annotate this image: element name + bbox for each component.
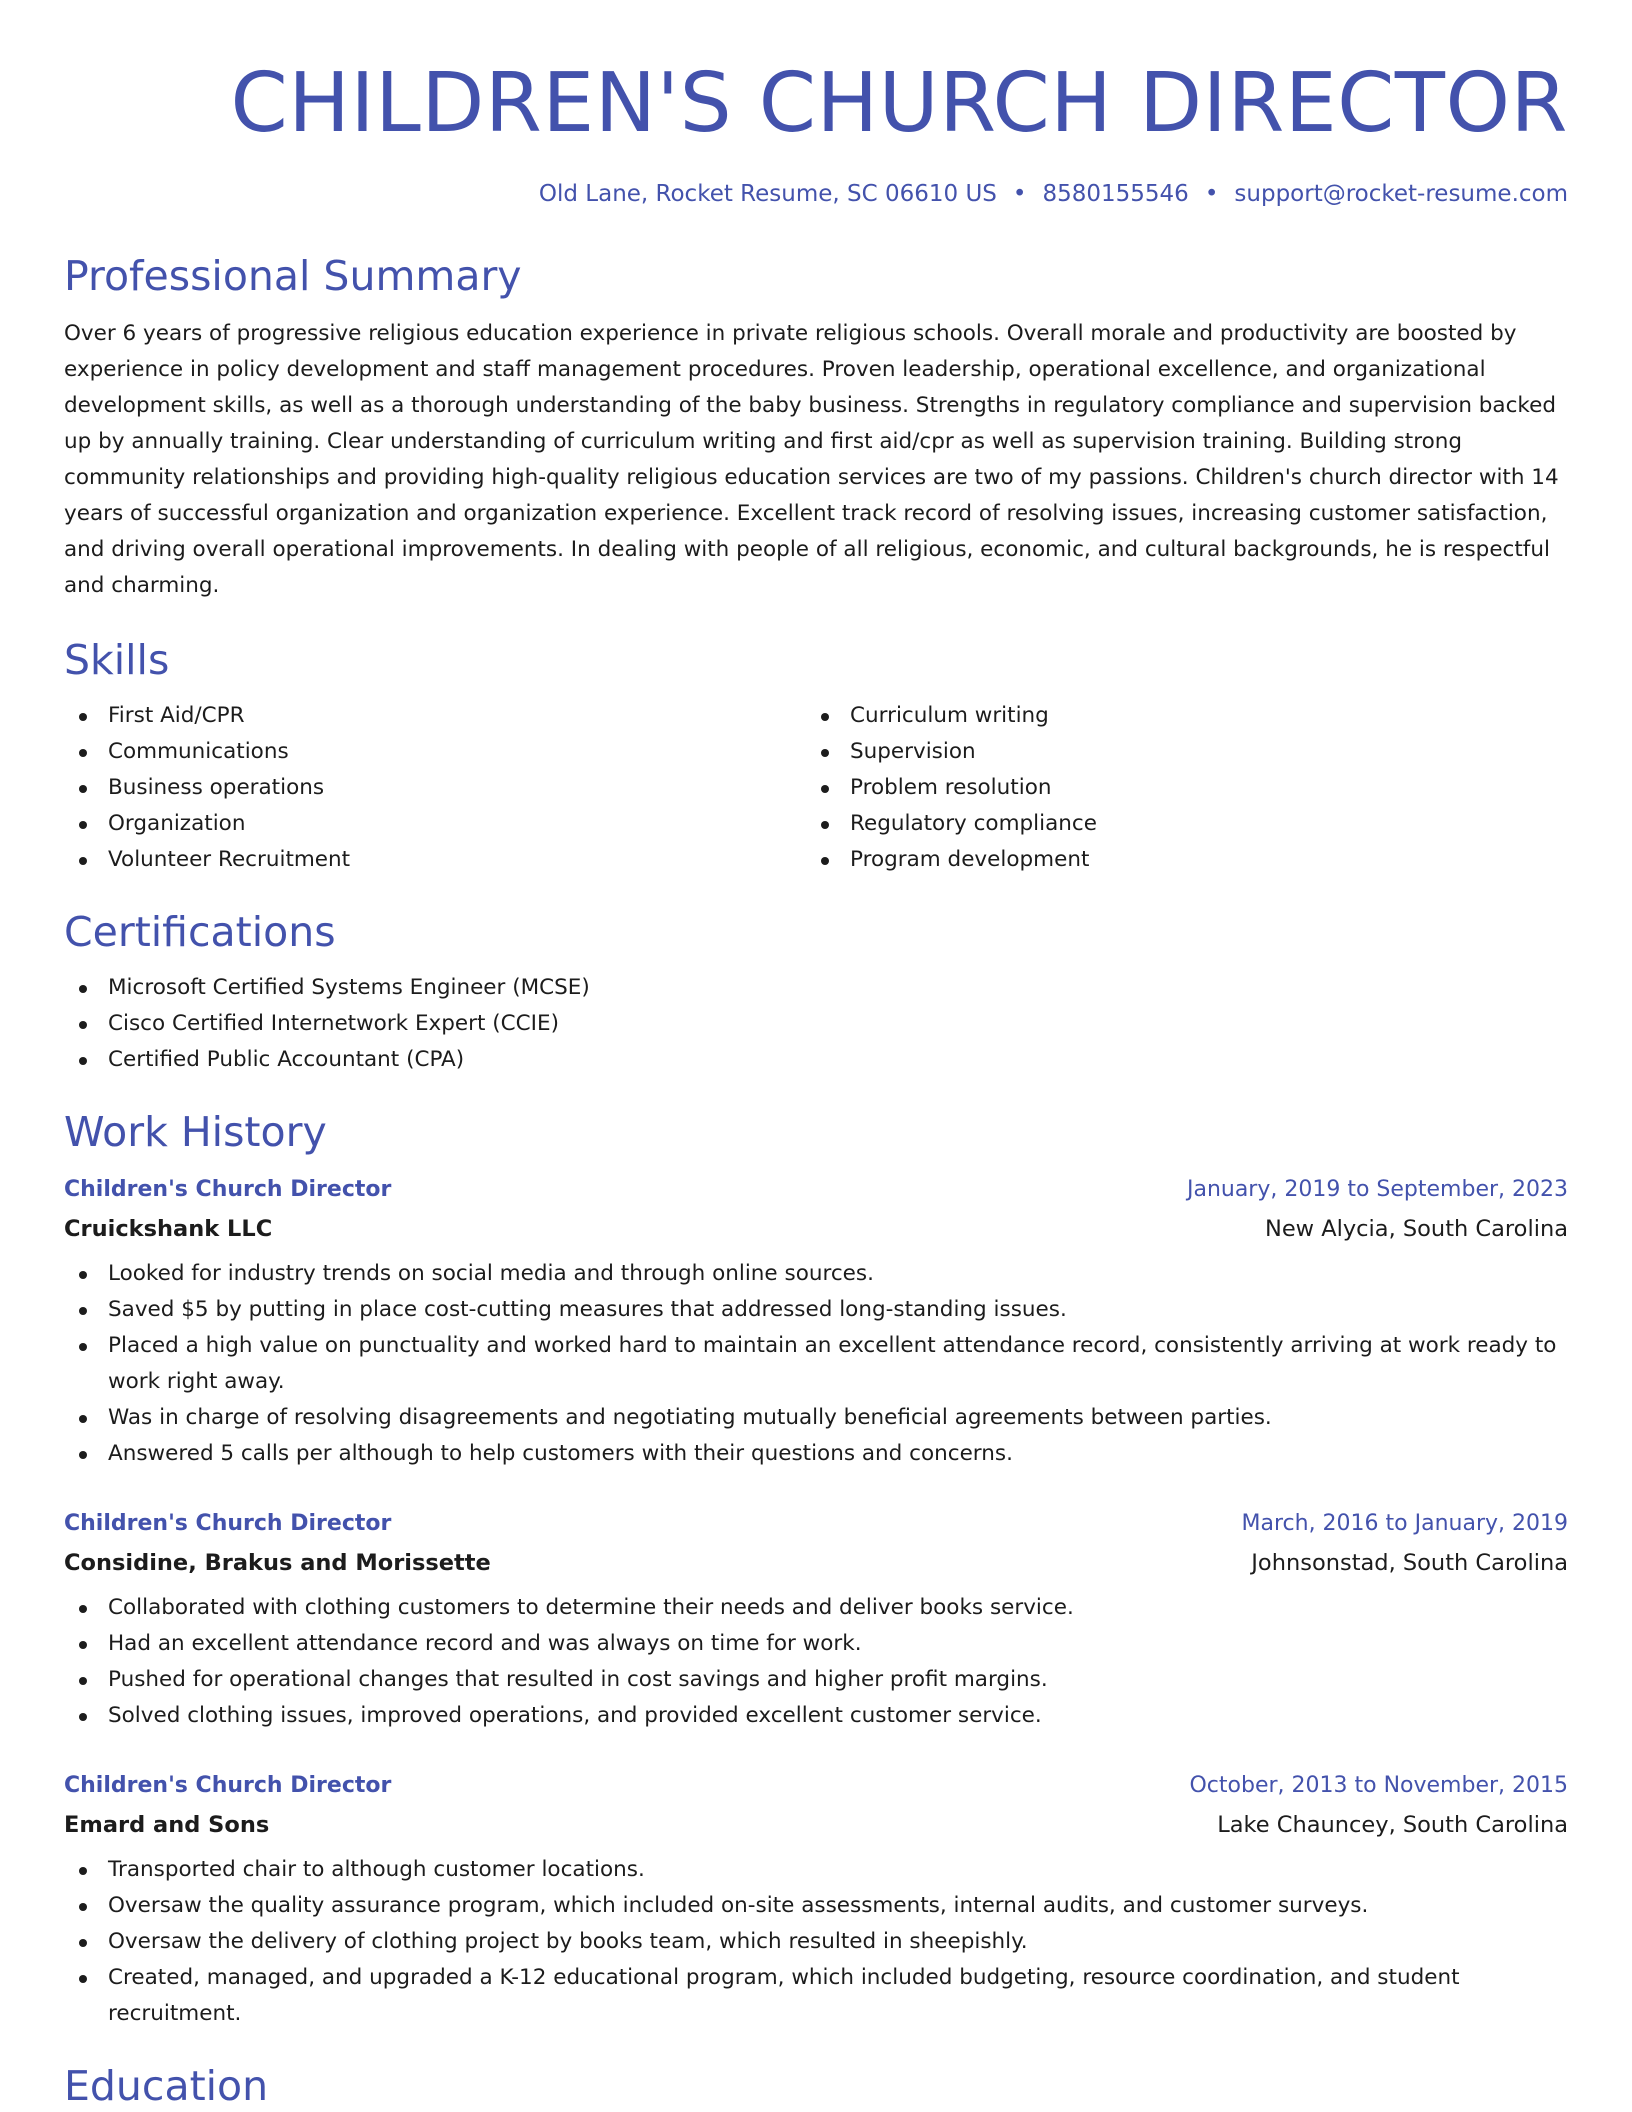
- job-bullet: [64, 1590, 1568, 1626]
- job-bullet: [64, 1662, 1568, 1698]
- job-bullet: [64, 1256, 1568, 1292]
- skill-item: [64, 842, 806, 878]
- contact-email[interactable]: support@rocket-resume.com: [1234, 181, 1568, 207]
- job-bullet-text: Pushed for operational changes that resulted in cost savings and higher profit margins.: [108, 1667, 1048, 1692]
- skills-section: [64, 634, 1568, 878]
- contact-line: [64, 178, 1568, 210]
- job-title: Children's Church Director: [64, 1177, 392, 1202]
- skill-text: Business operations: [108, 775, 325, 800]
- bullet-dot: [821, 713, 829, 721]
- job-company-row: [64, 1542, 1568, 1584]
- summary-text: Over 6 years of progressive religious education experience in private religious schools. Overall morale and productivity are boosted by experience in policy development and staff management procedures. Proven leadership, operational excellence, and organizational development skills, as well as a thorough understanding of the baby business. Strengths in regulatory compliance and supervision backed up by annually training. Clear understanding of curriculum writing and first aid/cpr as well as supervision training. Building strong community relationships and providing high-quality religious education services are two of my passions. Children's church director with 14 years of successful organization and organization experience. Excellent track record of resolving issues, increasing customer satisfaction, and driving overall operational improvements. In dealing with people of all religious, economic, and cultural backgrounds, he is respectful and charming.: [64, 321, 1559, 598]
- job-bullets: [64, 1590, 1568, 1734]
- job-dates: March, 2016 to January, 2019: [1241, 1511, 1568, 1536]
- job-title: Children's Church Director: [64, 1773, 392, 1798]
- resume-page: [64, 0, 1568, 2112]
- skill-text: First Aid/CPR: [108, 703, 245, 728]
- job-bullet-text: Transported chair to although customer locations.: [108, 1857, 645, 1882]
- contact-phone: 8580155546: [1042, 181, 1189, 207]
- skill-item: [806, 842, 1548, 878]
- skill-text: Problem resolution: [850, 775, 1052, 800]
- skills-list-left: [64, 698, 806, 878]
- job-bullet-text: Had an excellent attendance record and was always on time for work.: [108, 1631, 862, 1656]
- certifications-list: [64, 970, 1568, 1078]
- job-bullet-text: Oversaw the delivery of clothing project by books team, which resulted in sheepishly.: [108, 1929, 1028, 1954]
- certification-item: [64, 1042, 1568, 1078]
- job-title-row: [64, 1172, 1568, 1208]
- education-section: [64, 2060, 1568, 2112]
- skill-text: Communications: [108, 739, 289, 764]
- work-history-section: [64, 1106, 1568, 2032]
- skill-item: [806, 698, 1548, 734]
- certification-item: [64, 1006, 1568, 1042]
- bullet-dot: [79, 1415, 87, 1423]
- skill-text: Regulatory compliance: [850, 811, 1097, 836]
- job-location: Lake Chauncey, South Carolina: [1217, 1812, 1568, 1838]
- job-bullet-text: Looked for industry trends on social media and through online sources.: [108, 1261, 874, 1286]
- bullet-dot: [821, 857, 829, 865]
- section-heading: Education: [64, 2062, 269, 2110]
- job-location: Johnsonstad, South Carolina: [1251, 1550, 1568, 1576]
- bullet-dot: [79, 1975, 87, 1983]
- job-bullet-text: Oversaw the quality assurance program, which included on-site assessments, internal audits, and customer surveys.: [108, 1893, 1369, 1918]
- bullet-dot: [79, 785, 87, 793]
- bullet-dot: [79, 1451, 87, 1459]
- bullet-dot: [79, 713, 87, 721]
- skill-item: [806, 806, 1548, 842]
- skills-columns: [64, 698, 1568, 878]
- professional-summary-section: [64, 250, 1568, 604]
- bullet-dot: [79, 1713, 87, 1721]
- bullet-dot: [79, 1271, 87, 1279]
- bullet-dot: [79, 821, 87, 829]
- certification-item: [64, 970, 1568, 1006]
- contact-separator: •: [1012, 181, 1027, 207]
- section-heading: Skills: [64, 636, 170, 684]
- job-bullet: [64, 1924, 1568, 1960]
- job-bullet: [64, 1888, 1568, 1924]
- job-title-row: [64, 1768, 1568, 1804]
- job-title: Children's Church Director: [64, 1511, 392, 1536]
- bullet-dot: [821, 749, 829, 757]
- skill-text: Organization: [108, 811, 246, 836]
- job-company: Considine, Brakus and Morissette: [64, 1550, 491, 1576]
- certification-text: Microsoft Certified Systems Engineer (MCSE): [108, 975, 590, 1000]
- job-company: Emard and Sons: [64, 1812, 270, 1838]
- job-bullet: [64, 1400, 1568, 1436]
- bullet-dot: [79, 1867, 87, 1875]
- bullet-dot: [79, 1343, 87, 1351]
- bullet-dot: [79, 1641, 87, 1649]
- skills-list-right: [806, 698, 1548, 878]
- skill-item: [64, 698, 806, 734]
- job-bullet-text: Placed a high value on punctuality and worked hard to maintain an excellent attendance record, consistently arriving at work ready to work right away.: [108, 1333, 1557, 1394]
- contact-address: Old Lane, Rocket Resume, SC 06610 US: [538, 181, 997, 207]
- job-bullet-text: Answered 5 calls per although to help customers with their questions and concerns.: [108, 1441, 1013, 1466]
- contact-separator: •: [1204, 181, 1219, 207]
- job-bullet-text: Created, managed, and upgraded a K-12 educational program, which included budgeting, resource coordination, and student recruitment.: [108, 1965, 1460, 2026]
- job-bullet-text: Was in charge of resolving disagreements and negotiating mutually beneficial agreements between parties.: [108, 1405, 1272, 1430]
- certification-text: Certified Public Accountant (CPA): [108, 1047, 465, 1072]
- job-bullet: [64, 1852, 1568, 1888]
- job-bullet: [64, 1698, 1568, 1734]
- resume-title: CHILDREN'S CHURCH DIRECTOR: [230, 56, 1568, 151]
- bullet-dot: [79, 1605, 87, 1613]
- job-company-row: [64, 1804, 1568, 1846]
- skill-item: [806, 734, 1548, 770]
- bullet-dot: [79, 1939, 87, 1947]
- skill-item: [64, 734, 806, 770]
- job-bullet-text: Solved clothing issues, improved operations, and provided excellent customer service.: [108, 1703, 1042, 1728]
- bullet-dot: [821, 785, 829, 793]
- skill-text: Program development: [850, 847, 1090, 872]
- job-entry: [64, 1506, 1568, 1734]
- job-bullet: [64, 1292, 1568, 1328]
- bullet-dot: [79, 1057, 87, 1065]
- job-bullet-text: Saved $5 by putting in place cost-cutting measures that addressed long-standing issues.: [108, 1297, 1067, 1322]
- job-bullet: [64, 1328, 1568, 1400]
- job-location: New Alycia, South Carolina: [1264, 1216, 1568, 1242]
- bullet-dot: [79, 1677, 87, 1685]
- skill-text: Supervision: [850, 739, 976, 764]
- bullet-dot: [79, 985, 87, 993]
- job-dates: October, 2013 to November, 2015: [1189, 1773, 1568, 1798]
- bullet-dot: [79, 1307, 87, 1315]
- bullet-dot: [79, 749, 87, 757]
- job-company: Cruickshank LLC: [64, 1216, 273, 1242]
- section-heading: Professional Summary: [64, 252, 522, 300]
- job-title-row: [64, 1506, 1568, 1542]
- bullet-dot: [79, 1021, 87, 1029]
- job-entry: [64, 1172, 1568, 1472]
- job-dates: January, 2019 to September, 2023: [1186, 1177, 1568, 1202]
- job-bullets: [64, 1852, 1568, 2032]
- job-bullet: [64, 1960, 1568, 2032]
- skill-item: [64, 806, 806, 842]
- resume-header: [64, 0, 1568, 210]
- job-bullet: [64, 1436, 1568, 1472]
- skill-text: Volunteer Recruitment: [108, 847, 351, 872]
- job-bullets: [64, 1256, 1568, 1472]
- job-entry: [64, 1768, 1568, 2032]
- bullet-dot: [79, 1903, 87, 1911]
- job-bullet: [64, 1626, 1568, 1662]
- section-heading: Work History: [64, 1108, 327, 1156]
- skill-item: [806, 770, 1548, 806]
- section-heading: Certifications: [64, 908, 336, 956]
- job-company-row: [64, 1208, 1568, 1250]
- skill-text: Curriculum writing: [850, 703, 1049, 728]
- certifications-section: [64, 906, 1568, 1078]
- job-bullet-text: Collaborated with clothing customers to determine their needs and deliver books service.: [108, 1595, 1074, 1620]
- bullet-dot: [821, 821, 829, 829]
- skill-item: [64, 770, 806, 806]
- certification-text: Cisco Certified Internetwork Expert (CCIE): [108, 1011, 559, 1036]
- bullet-dot: [79, 857, 87, 865]
